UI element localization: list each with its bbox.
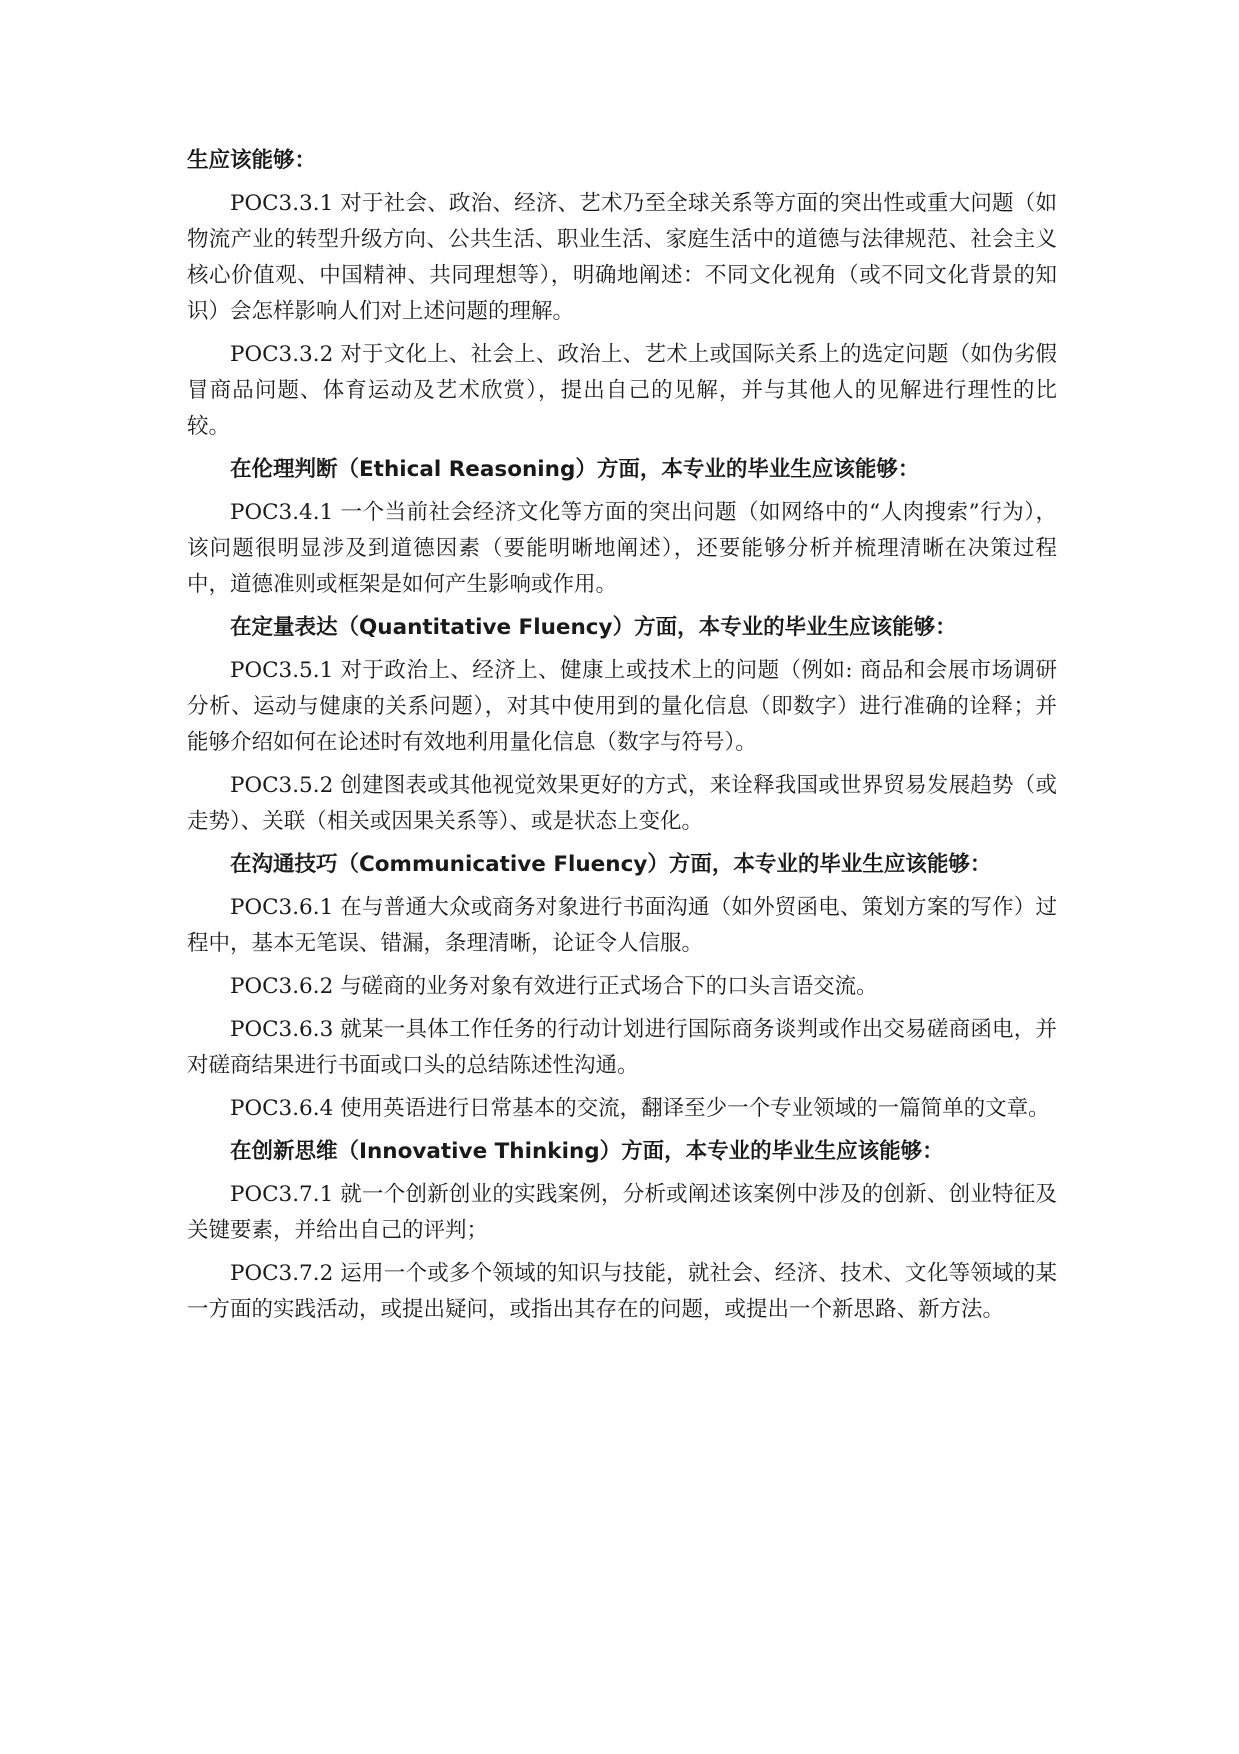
section-heading-innovative-thinking: 在创新思维（Innovative Thinking）方面，本专业的毕业生应该能够： [230, 1139, 944, 1164]
paragraph-poc-3-5-2: POC3.5.2 创建图表或其他视觉效果更好的方式，来诠释我国或世界贸易发展趋势（或走势）、关联（相关或因果关系等）、或是状态上变化。 [187, 773, 1057, 834]
document-page [187, 143, 1057, 1335]
paragraph-poc-3-3-1: POC3.3.1 对于社会、政治、经济、艺术乃至全球关系等方面的突出性或重大问题（如物流产业的转型升级方向、公共生活、职业生活、家庭生活中的道德与法律规范、社会主义核心价值观、中国精神、共同理想等），明确地阐述：不同文化视角（或不同文化背景的知识）会怎样影响人们对上述问题的理解。 [187, 191, 1057, 324]
section-heading-ethical-reasoning: 在伦理判断（Ethical Reasoning）方面，本专业的毕业生应该能够： [230, 457, 920, 482]
paragraph-poc-3-7-2: POC3.7.2 运用一个或多个领域的知识与技能，就社会、经济、技术、文化等领域的某一方面的实践活动，或提出疑问，或指出其存在的问题，或提出一个新思路、新方法。 [187, 1261, 1057, 1322]
paragraph-poc-3-6-4: POC3.6.4 使用英语进行日常基本的交流，翻译至少一个专业领域的一篇简单的文章。 [230, 1096, 1050, 1121]
paragraph-poc-3-5-1: POC3.5.1 对于政治上、经济上、健康上或技术上的问题（例如: 商品和会展市场调研分析、运动与健康的关系问题），对其中使用到的量化信息（即数字）进行准确的诠释；并能够介绍如何在论述时有效地利用量化信息（数字与符号）。 [187, 658, 1057, 755]
paragraph-poc-3-6-1: POC3.6.1 在与普通大众或商务对象进行书面沟通（如外贸函电、策划方案的写作）过程中，基本无笔误、错漏，条理清晰，论证令人信服。 [187, 895, 1057, 956]
paragraph-poc-3-4-1: POC3.4.1 一个当前社会经济文化等方面的突出问题（如网络中的“人肉搜索”行为），该问题很明显涉及到道德因素（要能明晰地阐述），还要能够分析并梳理清晰在决策过程中，道德准则或框架是如何产生影响或作用。 [187, 500, 1057, 597]
section-heading-communicative-fluency: 在沟通技巧（Communicative Fluency）方面，本专业的毕业生应该能够： [230, 852, 992, 877]
paragraph-poc-3-3-2: POC3.3.2 对于文化上、社会上、政治上、艺术上或国际关系上的选定问题（如伪劣假冒商品问题、体育运动及艺术欣赏），提出自己的见解，并与其他人的见解进行理性的比较。 [187, 342, 1057, 439]
paragraph-poc-3-6-3: POC3.6.3 就某一具体工作任务的行动计划进行国际商务谈判或作出交易磋商函电，并对磋商结果进行书面或口头的总结陈述性沟通。 [187, 1017, 1057, 1078]
section-heading-continuation: 生应该能够： [187, 148, 317, 173]
paragraph-poc-3-6-2: POC3.6.2 与磋商的业务对象有效进行正式场合下的口头言语交流。 [230, 974, 878, 999]
paragraph-poc-3-7-1: POC3.7.1 就一个创新创业的实践案例，分析或阐述该案例中涉及的创新、创业特征及关键要素，并给出自己的评判； [187, 1182, 1057, 1243]
section-heading-quantitative-fluency: 在定量表达（Quantitative Fluency）方面，本专业的毕业生应该能够： [230, 615, 957, 640]
